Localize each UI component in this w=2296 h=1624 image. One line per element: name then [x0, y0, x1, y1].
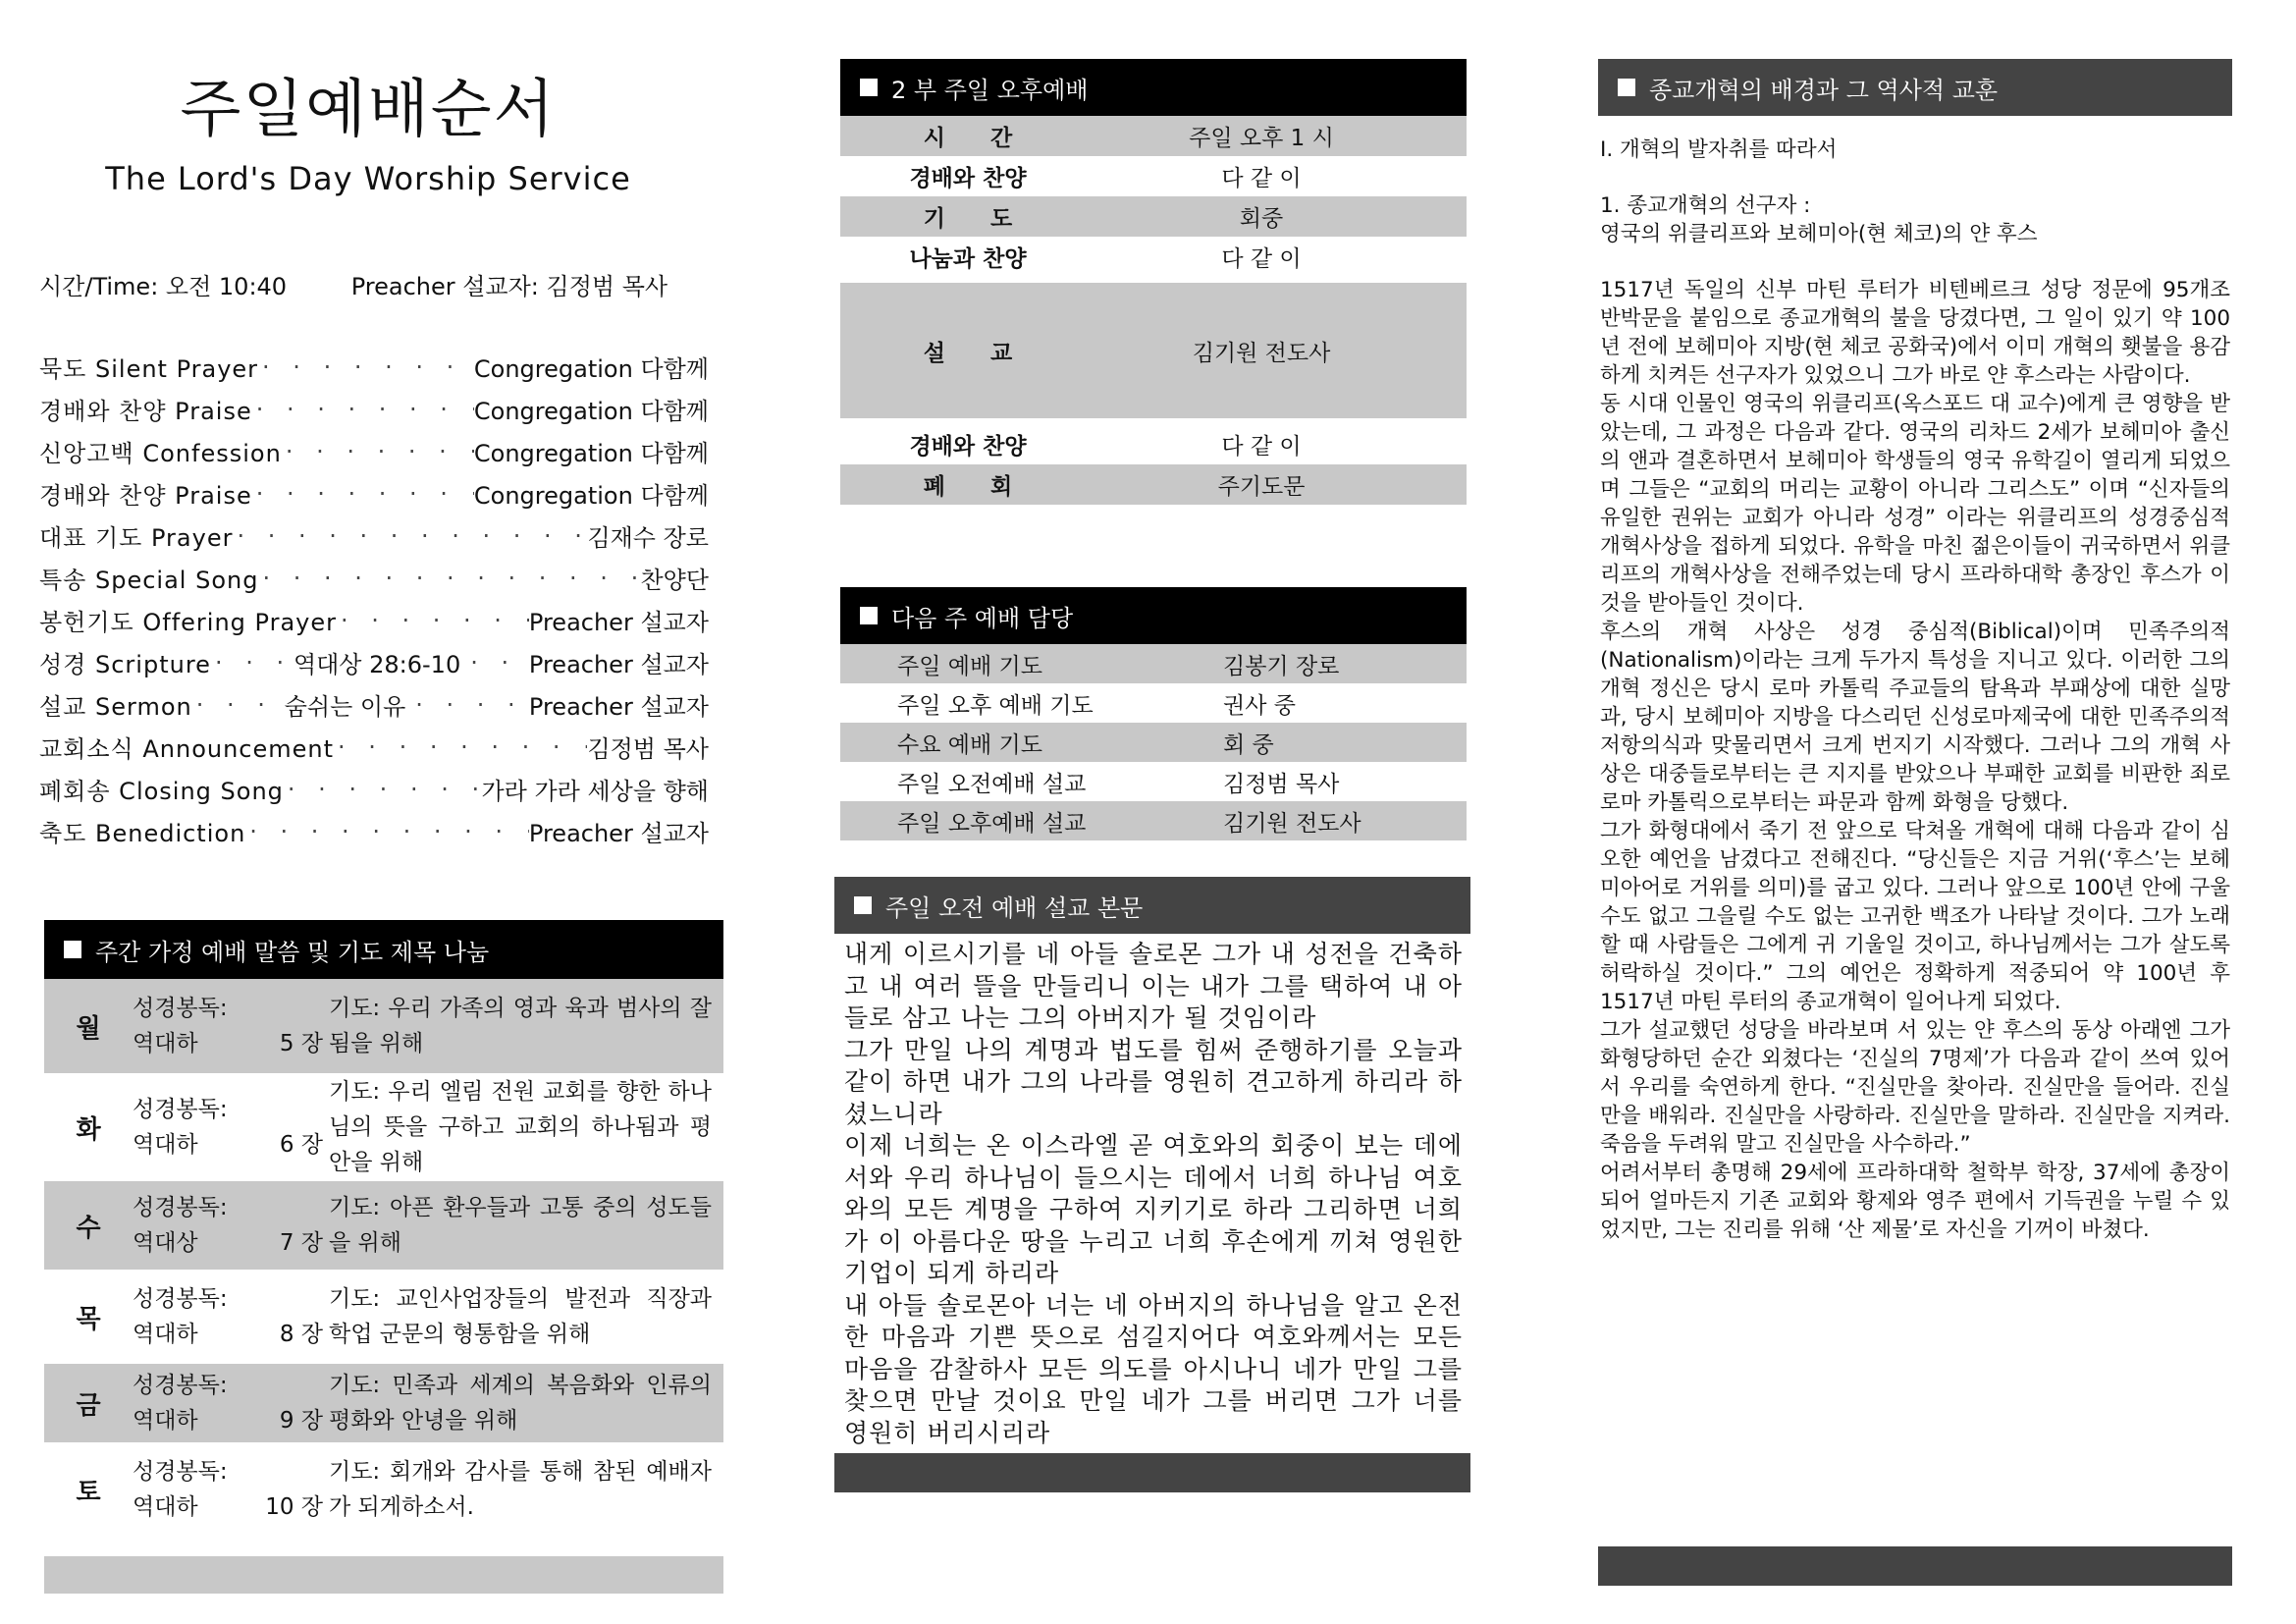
- square-bullet-icon: [64, 941, 81, 958]
- order-label: 교회소식 Announcement: [39, 735, 335, 763]
- sermon-title: 주일 오전 예배 설교 본문: [885, 893, 1144, 922]
- nw-value: 회 중: [1223, 731, 1274, 758]
- weekly-header: [44, 920, 723, 979]
- order-label: 성경 Scripture: [39, 651, 211, 678]
- order-who: 김재수 장로: [587, 524, 709, 552]
- order-row: [39, 388, 709, 430]
- order-row: [39, 557, 709, 599]
- nw-value: 김봉기 장로: [1223, 653, 1340, 679]
- leader-dots: [245, 818, 529, 845]
- pm-key: 나눔과 찬양: [909, 246, 1027, 272]
- order-row: [39, 430, 709, 472]
- order-row: [39, 346, 709, 388]
- leader-dots: [211, 649, 288, 677]
- bible-label: 성경봉독:: [133, 1286, 228, 1312]
- weekly-prayer: 기도: 우리 엘림 전원 교회를 향한 하나님의 뜻을 구하고 교회의 하나됨과 평안을 위해: [329, 1079, 712, 1175]
- nw-key: 주일 오후예배 설교: [897, 810, 1087, 837]
- bible-book: 역대하: [133, 1132, 198, 1158]
- nw-key: 수요 예배 기도: [897, 731, 1042, 758]
- leader-dots: [284, 776, 482, 803]
- pm-key: 경배와 찬양: [909, 166, 1027, 191]
- pm-value: 다 같 이: [1221, 246, 1302, 272]
- pm-value: 주일 오후 1 시: [1189, 126, 1334, 151]
- square-bullet-icon: [854, 896, 872, 914]
- weekly-bible: [133, 1442, 329, 1537]
- article-body: [1598, 135, 2232, 1244]
- weekly-day: 월: [76, 1013, 101, 1044]
- article-paragraph: 1517년 독일의 신부 마틴 루터가 비텐베르크 성당 정문에 95개조 반박문을 붙임으로 종교개혁의 불을 당겼다면, 그 일이 있기 약 100년 전에 보헤미아 지방(현 체코 공화국)에서 이미 개혁의 횃불을 용감하게 치켜든 선구자가 있었으니 그가 바로 얀 후스라는 사람이다.: [1600, 278, 2230, 388]
- order-row: [39, 768, 709, 810]
- pm-key: 시 간: [923, 126, 1013, 151]
- nw-key: 주일 예배 기도: [897, 653, 1042, 679]
- order-label: 신앙고백 Confession: [39, 440, 282, 467]
- weekly-row: [44, 979, 723, 1073]
- page-subtitle: The Lord's Day Worship Service: [105, 160, 631, 197]
- square-bullet-icon: [1618, 79, 1635, 96]
- weekly-bible: [133, 1073, 329, 1181]
- order-row: [39, 810, 709, 852]
- order-who: 찬양단: [640, 567, 709, 594]
- bible-chapter: 6 장: [279, 1132, 323, 1158]
- nw-value: 김기원 전도사: [1223, 810, 1362, 837]
- bible-book: 역대하: [133, 1494, 198, 1520]
- weekly-row: [44, 1364, 723, 1442]
- bible-book: 역대상: [133, 1230, 198, 1256]
- sermon-body: [834, 934, 1470, 1449]
- next-week-title: 다음 주 예배 담당: [891, 604, 1074, 632]
- article-subheading: 1. 종교개혁의 선구자 :: [1600, 193, 1811, 218]
- pm-row: [840, 464, 1467, 505]
- pm-title: 2 부 주일 오후예배: [891, 76, 1089, 104]
- service-preacher: Preacher 설교자: 김정범 목사: [350, 273, 668, 300]
- leader-dots: [233, 522, 587, 550]
- pm-row: [840, 116, 1467, 156]
- order-row: [39, 726, 709, 768]
- weekly-day: 목: [76, 1304, 101, 1334]
- weekly-row: [44, 1073, 723, 1181]
- weekly-prayer: 기도: 민족과 세계의 복음화와 인류의 평화와 안녕을 위해: [329, 1373, 712, 1434]
- article-header: [1598, 59, 2232, 116]
- order-label: 설교 Sermon: [39, 693, 192, 721]
- nw-value: 권사 중: [1223, 692, 1296, 719]
- leader-dots: [252, 396, 474, 423]
- article-footer-bar: [1598, 1546, 2232, 1586]
- pm-row: [840, 424, 1467, 464]
- pm-value: 다 같 이: [1221, 434, 1302, 460]
- spacer: [1600, 164, 2230, 191]
- weekly-devotion-table: [44, 920, 723, 1594]
- article-paragraph: 동 시대 인물인 영국의 위클리프(옥스포드 대 교수)에게 큰 영향을 받았는데, 그 과정은 다음과 같다. 영국의 리차드 2세가 보헤미아 출신의 앤과 결혼하면서 보헤미아 학생들의 영국 유학길이 열리게 되었으며 그들은 “교회의 머리는 교황이 아니라 그리스도” 이며 “신자들의 유일한 권위는 교회가 아니라 성경” 이라는 위클리프의 성경중심적 개혁사상을 접하게 되었다. 유학을 마친 젊은이들이 귀국하면서 위클리프의 개혁사상을 전해주었는데 당시 프라하대학 총장인 후스가 이것을 받아들인 것이다.: [1600, 392, 2230, 616]
- nw-key: 주일 오후 예배 기도: [897, 692, 1094, 719]
- weekly-day: 화: [76, 1114, 101, 1145]
- article-subheading: 영국의 위클리프와 보헤미아(현 체코)의 얀 후스: [1600, 222, 2038, 246]
- pm-header: [840, 59, 1467, 116]
- pm-row: [840, 156, 1467, 196]
- order-who: Congregation 다함께: [473, 482, 709, 510]
- leader-dots: [466, 649, 529, 677]
- leader-dots: [252, 480, 474, 508]
- bible-book: 역대하: [133, 1408, 198, 1434]
- sermon-footer-bar: [834, 1453, 1470, 1492]
- order-who: Preacher 설교자: [528, 609, 709, 636]
- leader-dots: [411, 691, 529, 719]
- nw-key: 주일 오전예배 설교: [897, 771, 1087, 797]
- order-who: Congregation 다함께: [473, 398, 709, 425]
- order-row: [39, 599, 709, 641]
- bible-label: 성경봉독:: [133, 1459, 228, 1485]
- order-label: 경배와 찬양 Praise: [39, 398, 252, 425]
- order-label: 봉헌기도 Offering Prayer: [39, 609, 337, 636]
- article-paragraph: 그가 설교했던 성당을 바라보며 서 있는 얀 후스의 동상 아래엔 그가 화형당하던 순간 외쳤다는 ‘진실의 7명제’가 다음과 같이 쓰여 있어서 우리를 숙연하게 한다. “진실만을 찾아라. 진실만을 들어라. 진실만을 배워라. 진실만을 사랑하라. 진실만을 말하라. 진실만을 지켜라. 죽음을 두려워 말고 진실만을 사수하라.”: [1600, 1018, 2230, 1157]
- service-time: 시간/Time: 오전 10:40: [39, 273, 288, 300]
- leader-dots: [337, 607, 529, 634]
- sermon-paragraph: 내 아들 솔로몬아 너는 네 아버지의 하나님을 알고 온전한 마음과 기쁜 뜻으로 섬길지어다 여호와께서는 모든 마음을 감찰하사 모든 의도를 아시나니 네가 만일 그를 찾으면 만날 것이요 만일 네가 그를 버리면 그가 너를 영원히 버리시리라: [844, 1290, 1463, 1447]
- weekly-prayer: 기도: 아픈 환우들과 고통 중의 성도들을 위해: [329, 1195, 712, 1256]
- next-week-header: [840, 587, 1467, 644]
- pm-row: [840, 237, 1467, 277]
- leader-dots: [192, 691, 279, 719]
- weekly-day: 금: [76, 1390, 101, 1421]
- article-heading: I. 개혁의 발자취를 따라서: [1600, 137, 1838, 162]
- weekly-row: [44, 1270, 723, 1364]
- weekly-prayer: 기도: 교인사업장들의 발전과 직장과 학업 군문의 형통함을 위해: [329, 1286, 712, 1347]
- next-week-row: [840, 801, 1467, 840]
- sermon-text-box: [834, 877, 1470, 1492]
- bible-book: 역대하: [133, 1031, 198, 1056]
- square-bullet-icon: [860, 79, 878, 96]
- weekly-day: 토: [76, 1477, 101, 1507]
- weekly-day: 수: [76, 1213, 101, 1243]
- pm-key: 경배와 찬양: [909, 434, 1027, 460]
- leader-dots: [258, 565, 640, 592]
- pm-row: [840, 196, 1467, 237]
- sermon-paragraph: 내게 이르시기를 네 아들 솔로몬 그가 내 성전을 건축하고 내 여러 뜰을 만들리니 이는 내가 그를 택하여 내 아들로 삼고 나는 그의 아버지가 될 것임이라: [844, 940, 1463, 1032]
- order-row: [39, 514, 709, 557]
- article-column: [1598, 59, 2232, 1591]
- next-week-row: [840, 644, 1467, 683]
- weekly-row: [44, 1442, 723, 1537]
- next-week-table: [840, 587, 1467, 840]
- order-who: Preacher 설교자: [528, 651, 709, 678]
- next-week-row: [840, 762, 1467, 801]
- weekly-footer-bar: [44, 1556, 723, 1594]
- bible-label: 성경봉독:: [133, 1373, 228, 1398]
- weekly-prayer: 기도: 회개와 감사를 통해 참된 예배자가 되게하소서.: [329, 1459, 712, 1520]
- order-who: 가라 가라 세상을 향해: [481, 778, 709, 805]
- sermon-header: [834, 877, 1470, 934]
- bible-book: 역대하: [133, 1322, 198, 1347]
- next-week-row: [840, 683, 1467, 723]
- weekly-row: [44, 1181, 723, 1270]
- sermon-paragraph: 이제 너희는 온 이스라엘 곧 여호와의 회중이 보는 데에서와 우리 하나님이 들으시는 데에서 너희 하나님 여호와의 모든 계명을 구하여 지키기로 하라 그리하면 너희가 이 아름다운 땅을 누리고 너희 후손에게 끼쳐 영원한 기업이 되게 하리라: [844, 1131, 1463, 1287]
- pm-key: 폐 회: [923, 474, 1013, 500]
- order-label: 축도 Benediction: [39, 820, 246, 847]
- order-mid: 역대상 28:6-10: [293, 651, 461, 678]
- order-label: 묵도 Silent Prayer: [39, 355, 259, 383]
- pm-value: 회중: [1239, 206, 1284, 232]
- order-label: 폐회송 Closing Song: [39, 778, 284, 805]
- order-who: Congregation 다함께: [473, 355, 709, 383]
- bible-chapter: 9 장: [279, 1408, 323, 1434]
- weekly-bible: [133, 1181, 329, 1270]
- pm-key: 설 교: [923, 340, 1013, 366]
- leader-dots: [334, 733, 587, 761]
- service-meta: [39, 267, 726, 301]
- order-who: 김정범 목사: [587, 735, 709, 763]
- weekly-title: 주간 가정 예배 말씀 및 기도 제목 나눔: [95, 938, 490, 966]
- order-mid: 숨쉬는 이유: [284, 693, 406, 721]
- pm-value: 주기도문: [1217, 474, 1306, 500]
- order-row: [39, 641, 709, 683]
- order-row: [39, 683, 709, 726]
- bible-chapter: 5 장: [279, 1031, 323, 1056]
- order-label: 특송 Special Song: [39, 567, 259, 594]
- square-bullet-icon: [860, 607, 878, 624]
- leader-dots: [258, 353, 474, 381]
- sermon-paragraph: 그가 만일 나의 계명과 법도를 힘써 준행하기를 오늘과 같이 하면 내가 그의 나라를 영원히 견고하게 하리라 하셨느니라: [844, 1035, 1463, 1128]
- order-label: 대표 기도 Prayer: [39, 524, 234, 552]
- weekly-bible: [133, 1364, 329, 1442]
- pm-row: [840, 283, 1467, 418]
- weekly-prayer: 기도: 우리 가족의 영과 육과 범사의 잘됨을 위해: [329, 996, 712, 1056]
- article-paragraph: 후스의 개혁 사상은 성경 중심적(Biblical)이며 민족주의적(Nationalism)이라는 크게 두가지 특성을 지니고 있다. 이러한 그의 개혁 정신은 당시 로마 카톨릭 주교들의 탐욕과 부패상에 대한 실망과, 당시 보헤미아 지방을 다스리던 신성로마제국에 대한 민족주의적 저항의식과 맞물리면서 크게 번지기 시작했다. 그러나 그의 개혁 사상은 대중들로부터는 큰 지지를 받았으나 부패한 교회를 비판한 죄로 로마 카톨릭으로부터는 파문과 함께 화형을 당했다.: [1600, 620, 2230, 815]
- bible-label: 성경봉독:: [133, 1195, 228, 1220]
- order-who: Preacher 설교자: [528, 820, 709, 847]
- article-paragraph: 그가 화형대에서 죽기 전 앞으로 닥쳐올 개혁에 대해 다음과 같이 심오한 예언을 남겼다고 전해진다. “당신들은 지금 거위(‘후스’는 보헤미아어로 거위를 의미)를 굽고 있다. 그러나 앞으로 100년 안에 구울 수도 없고 그을릴 수도 없는 고귀한 백조가 나타날 것이다. 그가 노래할 때 사람들은 그에게 귀 기울일 것이고, 하나님께서는 그가 살도록 허락하실 것이다.” 그의 예언은 정확하게 적중되어 약 100년 후 1517년 마틴 루터의 종교개혁이 일어나게 되었다.: [1600, 819, 2230, 1014]
- article-paragraph: 어려서부터 총명해 29세에 프라하대학 철학부 학장, 37세에 총장이 되어 얼마든지 기존 교회와 황제와 영주 편에서 기득권을 누릴 수 있었지만, 그는 진리를 위해 ‘산 제물’로 자신을 기꺼이 바쳤다.: [1600, 1161, 2230, 1242]
- weekly-bible: [133, 979, 329, 1073]
- afternoon-service-table: [840, 59, 1467, 505]
- next-week-row: [840, 723, 1467, 762]
- leader-dots: [282, 438, 474, 465]
- pm-key: 기 도: [923, 206, 1013, 232]
- bible-label: 성경봉독:: [133, 996, 228, 1021]
- bible-chapter: 8 장: [279, 1322, 323, 1347]
- page-title: 주일예배순서: [180, 74, 557, 146]
- pm-value: 다 같 이: [1221, 166, 1302, 191]
- pm-value: 김기원 전도사: [1192, 340, 1331, 366]
- order-who: Congregation 다함께: [473, 440, 709, 467]
- weekly-bible: [133, 1270, 329, 1364]
- worship-order: [39, 346, 709, 852]
- order-label: 경배와 찬양 Praise: [39, 482, 252, 510]
- order-who: Preacher 설교자: [528, 693, 709, 721]
- bible-chapter: 10 장: [265, 1494, 323, 1520]
- order-row: [39, 472, 709, 514]
- bible-label: 성경봉독:: [133, 1097, 228, 1122]
- article-title: 종교개혁의 배경과 그 역사적 교훈: [1649, 76, 1999, 104]
- spacer: [1600, 248, 2230, 276]
- bible-chapter: 7 장: [279, 1230, 323, 1256]
- nw-value: 김정범 목사: [1223, 771, 1340, 797]
